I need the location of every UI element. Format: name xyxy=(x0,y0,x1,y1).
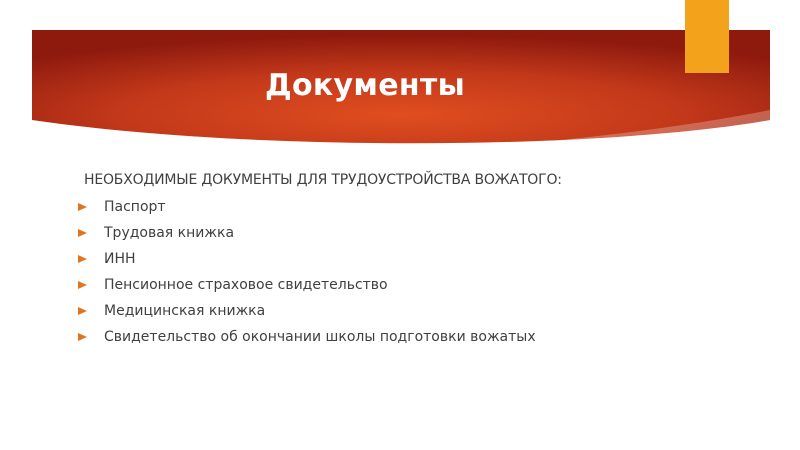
list-item-label: Свидетельство об окончании школы подготовки вожатых xyxy=(104,329,536,345)
list-item-label: Паспорт xyxy=(104,199,166,215)
triangle-right-icon xyxy=(78,255,87,263)
triangle-right-icon xyxy=(78,307,87,315)
list-item-label: ИНН xyxy=(104,251,136,267)
content-area xyxy=(78,172,778,355)
list-item xyxy=(78,329,778,355)
list-heading: НЕОБХОДИМЫЕ ДОКУМЕНТЫ ДЛЯ ТРУДОУСТРОЙСТВА ВОЖАТОГО: xyxy=(84,172,562,188)
list-item xyxy=(78,199,778,225)
list-item xyxy=(78,303,778,329)
slide-title: Документы xyxy=(264,68,466,103)
triangle-right-icon xyxy=(78,281,87,289)
document-list xyxy=(78,199,778,355)
triangle-right-icon xyxy=(78,203,87,211)
list-item xyxy=(78,225,778,251)
triangle-right-icon xyxy=(78,333,87,341)
triangle-right-icon xyxy=(78,229,87,237)
list-item-label: Трудовая книжка xyxy=(104,225,235,241)
list-item-label: Пенсионное страховое свидетельство xyxy=(104,277,388,293)
list-item xyxy=(78,251,778,277)
accent-tab xyxy=(685,0,729,73)
list-item-label: Медицинская книжка xyxy=(104,303,266,319)
list-item xyxy=(78,277,778,303)
